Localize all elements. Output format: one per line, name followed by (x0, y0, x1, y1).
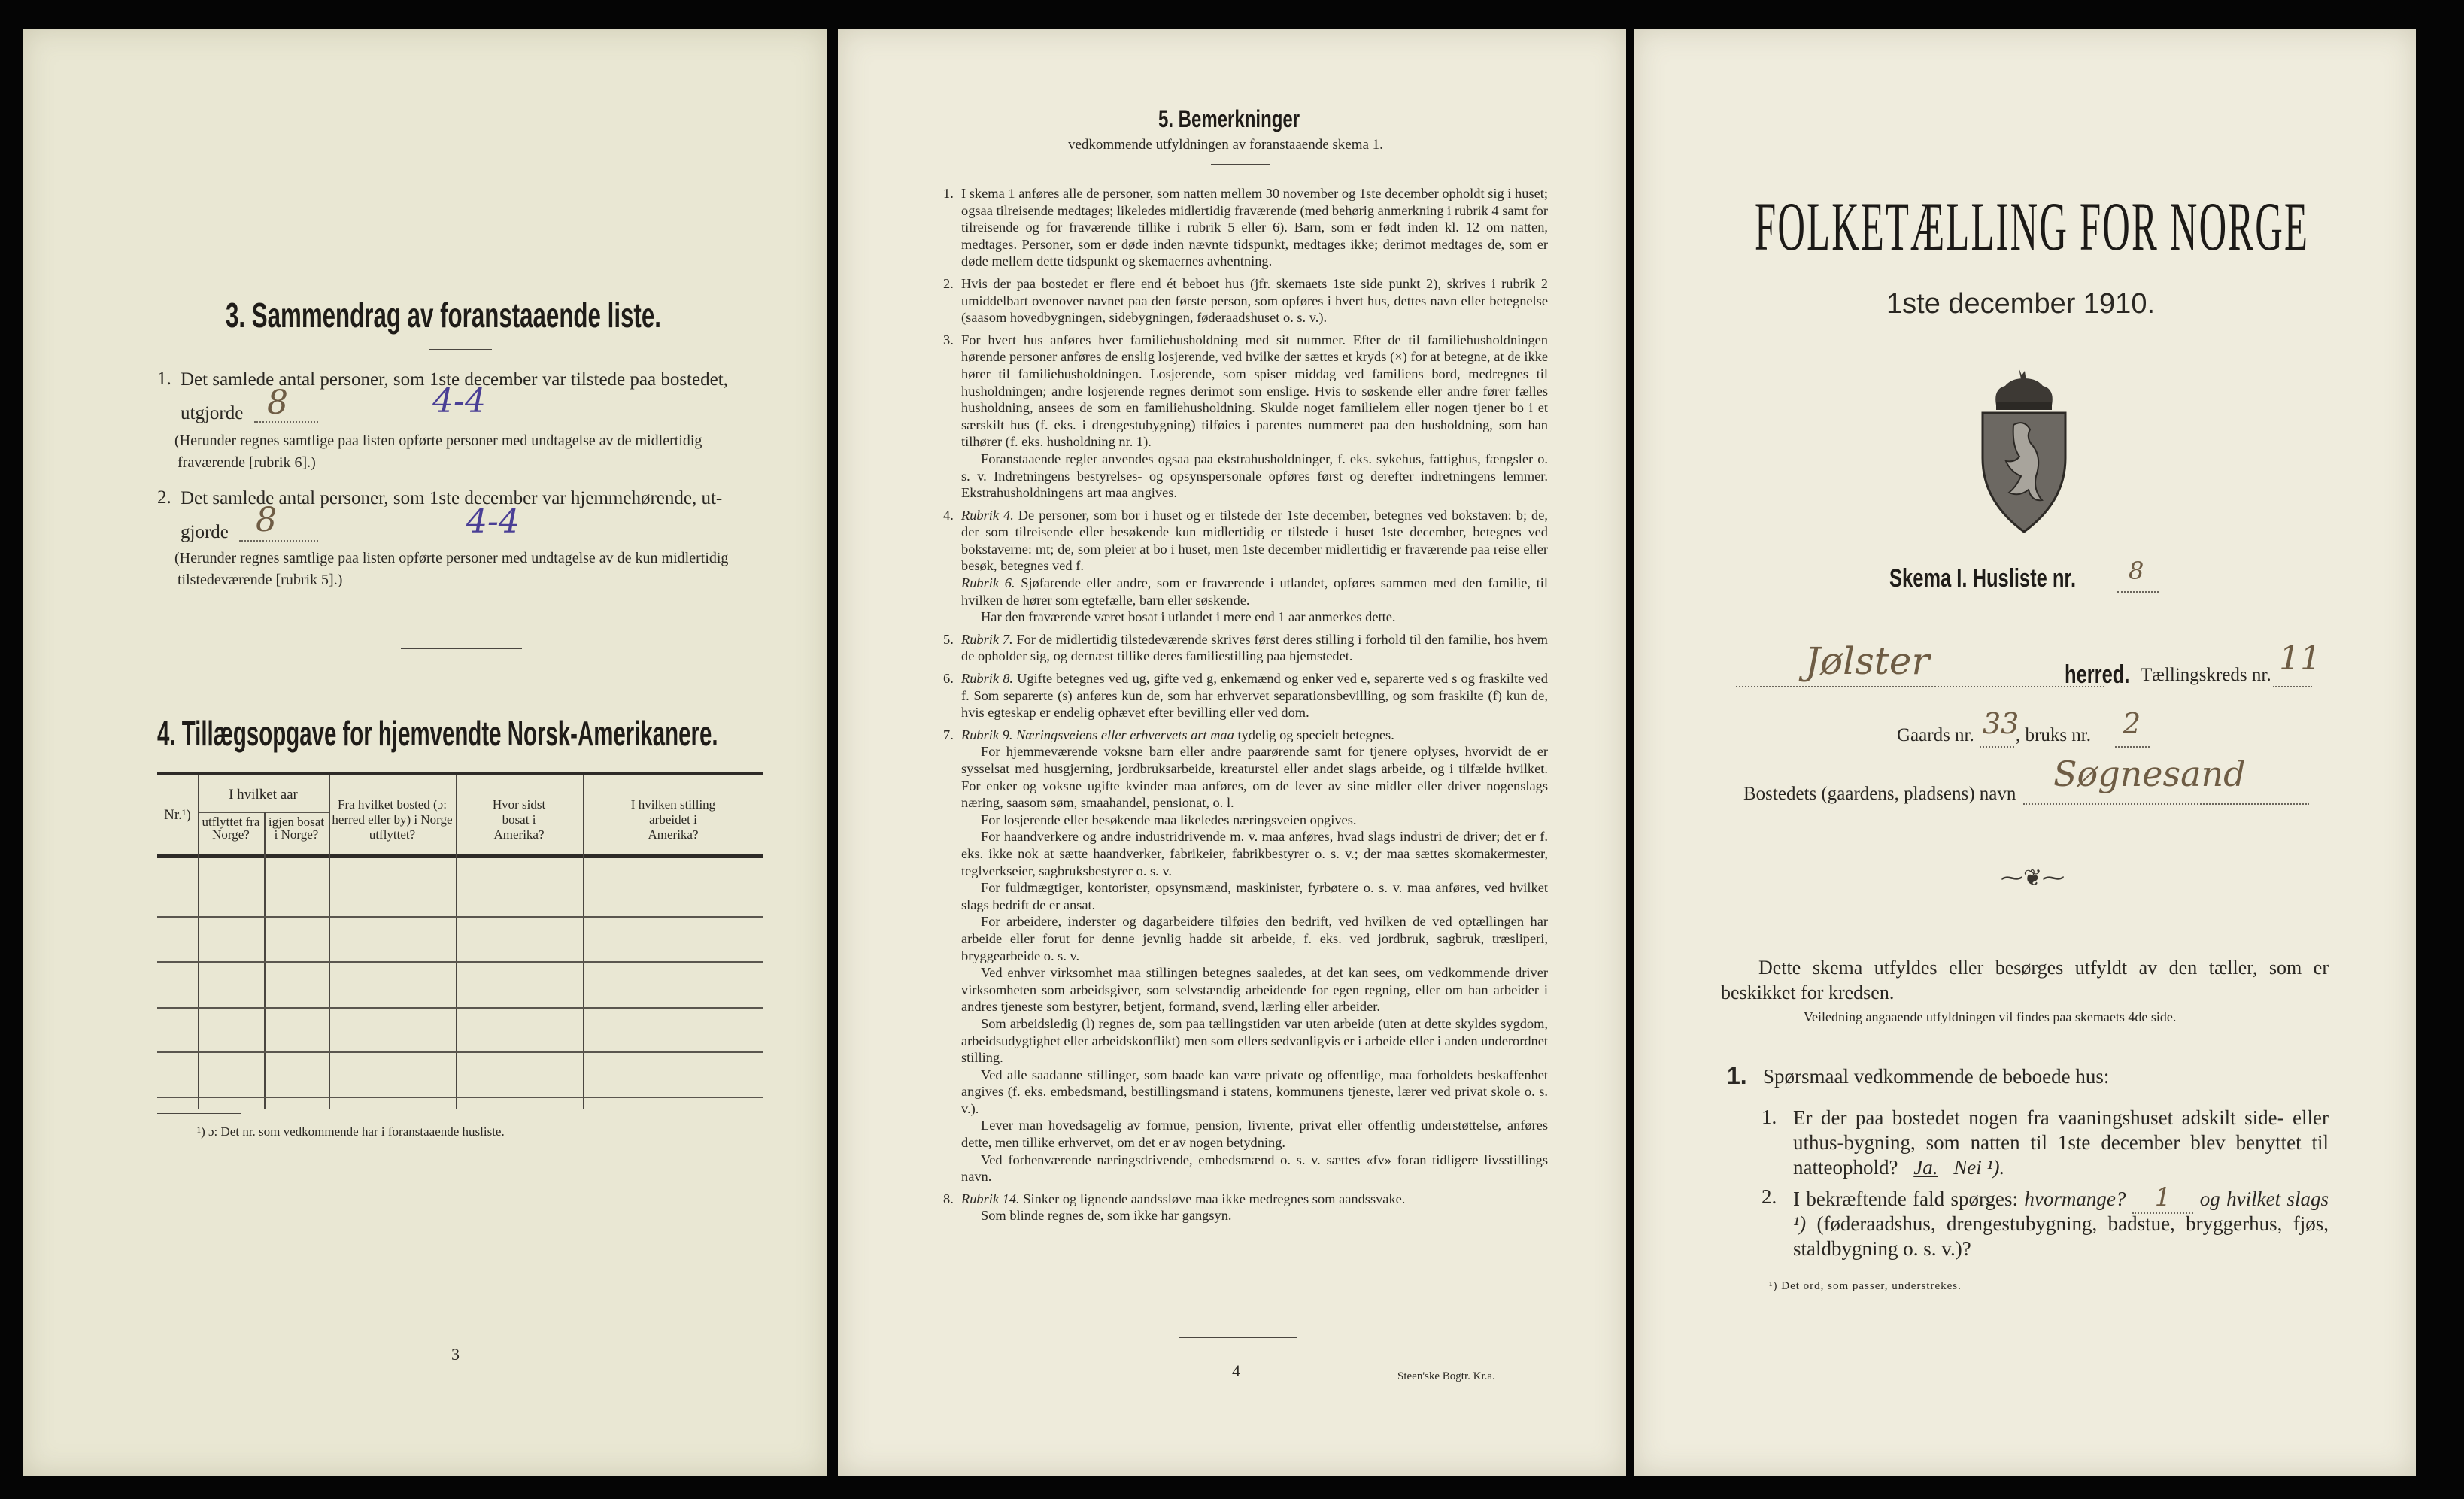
remark-number: 4. (943, 507, 954, 523)
handwritten-split-present: 4-4 (432, 382, 486, 420)
item-2-text: Det samlede antal personer, som 1ste december var hjemmehørende, ut- (181, 488, 723, 508)
remark-paragraph (961, 608, 1548, 626)
remark-number: 7. (943, 727, 954, 742)
bosted-handwritten: Søgnesand (2053, 754, 2246, 794)
question-2-text: I bekræftende fald spørges: (1793, 1188, 2019, 1210)
remark-text: De personer, som bor i huset og er tilstede der 1ste december, betegnes ved bokstaven: b; de, der som tilreisende eller besøkende kun midlertidig er tilstede i huset 1ste december, betegnes ved bokstaverne: mt; de, som pleier at bo i huset, men 1ste december midlertidig er fraværende paa reise eller besøk, betegnes ved f. (961, 507, 1548, 574)
remark-text: I skema 1 anføres alle de personer, som natten mellem 30 november og 1ste december opholdt sig i huset; ogsaa tilreisende medtages; likeledes midlertidig fraværende (med behørig anmerkning i rubrik 4 samt for tilreisende og for fraværende tillike i rubrik 5 eller 6). Barn, som er født inden kl. 12 om natten, medtages. Personer, som er døde inden nævnte tidspunkt, medtages ikke; derimot medtages de, som er døde mellem dette tidspunkt og skemaernes avhentning. (961, 186, 1548, 269)
remark-paragraph (961, 1191, 1548, 1208)
fill-line (1980, 746, 2014, 748)
item-2-note: (Herunder regnes samtlige paa listen opførte personer med undtagelse av de kun midlertidig tilstedeværende [rubrik 5].) (174, 550, 729, 588)
question-section-title: Spørsmaal vedkommende de beboede hus: (1763, 1065, 2110, 1088)
rubrik-label: Rubrik 14. (961, 1191, 1020, 1206)
remark-paragraph (961, 1152, 1548, 1185)
ornament-icon: ⁓❦⁓ (2001, 866, 2065, 891)
remark-text: Som blinde regnes de, som ikke har gangsyn. (981, 1208, 1232, 1224)
item-number: 1. (157, 369, 171, 389)
remark-paragraph (961, 964, 1548, 1015)
skema-label: Skema I. Husliste nr. (1889, 564, 2077, 593)
remark-paragraph (961, 879, 1548, 913)
census-title: FOLKETÆLLING FOR NORGE (1755, 188, 2310, 265)
remark-item (943, 332, 1548, 502)
which-kind-label: og hvilket slags ¹) (1793, 1188, 2329, 1235)
rubrik-label: Rubrik 4. (961, 507, 1014, 523)
remark-text: Har den fraværende været bosat i utlandet i mere end 1 aar anmerkes dette. (981, 609, 1396, 625)
remark-text: Sinker og lignende aandssløve maa ikke medregnes som aandssvake. (1023, 1191, 1406, 1206)
fill-line (2273, 686, 2312, 687)
building-examples: (føderaadshus, drengestubygning, badstue, bryggerhus, fjøs, staldbygning o. s. v.)? (1793, 1212, 2329, 1260)
remark-text: tydelig og specielt betegnes. (1237, 727, 1394, 742)
footnote: ¹) Det ord, som passer, understrekes. (1769, 1280, 1962, 1292)
remark-text: Som arbeidsledig (l) regnes de, som paa tællingstiden var uten arbeide (uten at dette skyldes sygdom, arbeidsudygtighet eller arbeidskonflikt) men som ellers sedvanligvis er i arbeide eller i anden underordnet stilling. (961, 1015, 1548, 1066)
remark-paragraph (961, 828, 1548, 879)
col-header-last-residence: Hvor sidst bosat i Amerika? (492, 797, 546, 842)
remark-paragraph (961, 631, 1548, 665)
divider (429, 349, 492, 350)
remark-text: Hvis der paa bostedet er flere end ét beboet hus (jfr. skemaets 1ste side punkt 2), skrives i rubrik 2 umiddelbart ovenover navnet paa den første person, som opføres i hvert hus, dettes navn eller betegnelse (saasom hovedbygningen, sidebygningen, føderaadshuset o. s. v.). (961, 275, 1548, 326)
remark-paragraph (961, 185, 1548, 270)
divider (1211, 164, 1270, 165)
remark-paragraph (961, 743, 1548, 811)
remark-paragraph (961, 451, 1548, 502)
krets-number-handwritten: 11 (2279, 639, 2321, 678)
question-number: 2. (1762, 1185, 1777, 1208)
remark-number: 3. (943, 332, 954, 347)
census-heading (1755, 187, 2464, 266)
footnote: ¹) ɔ: Det nr. som vedkommende har i foranstaaende husliste. (197, 1124, 505, 1139)
col-header-returned: igjen bosat i Norge? (268, 815, 325, 842)
handwritten-total-resident: 8 (256, 501, 277, 539)
fill-line (1736, 686, 2104, 687)
remarks-title: 5. Bemerkninger (1158, 105, 1300, 132)
remark-text: For hjemmeværende voksne barn eller andre paarørende samt for tjenere oplyses, hvorvidt de er sysselsat med husgjerning, jordbruksarbeide, kreaturstel eller andet slags arbeide, og i tilfælde hvilket. For enker og voksne ugifte kvinder maa anføres, om de lever av sine midler eller driver nogenslags næring, saasom søm, smaahandel, pensionat, o. l. (961, 744, 1548, 811)
fill-line (239, 540, 318, 542)
section-3-title: 3. Sammendrag av foranstaaende liste. (226, 296, 661, 335)
section-4-title: 4. Tillægsopgave for hjemvendte Norsk-Amerikanere. (157, 714, 718, 753)
remark-text: Ugifte betegnes ved ug, gifte ved g, enkemænd og enker ved e, separerte ved s og fraskilte ved f. Som separerte (s) anføres kun de, som har erhvervet separationsbevilling, og som fraskilte (f) kun de, hvis egteskap er endelig ophævet efter bevilling eller ved dom. (961, 671, 1548, 721)
page-number: 3 (451, 1345, 460, 1364)
remark-number: 5. (943, 631, 954, 647)
question-1-text: Er der paa bostedet nogen fra vaaningshuset adskilt side- eller uthus-bygning, som natten til 1ste december blev benyttet til natteophold? (1793, 1106, 2329, 1179)
remark-text: For de midlertidig tilstedeværende skrives først deres stilling i forhold til den familie, hos hvem de opholder sig, og dernæst tillike deres familiestilling paa hjemstedet. (961, 631, 1548, 664)
skema-heading (1889, 564, 2138, 593)
remark-text: For losjerende eller besøkende maa likeledes næringsveien opgives. (981, 812, 1357, 827)
remark-text: Sjøfarende eller andre, som er fraværende i utlandet, opføres sammen med den familie, til hvilken de hører som egtefælle, barn eller søskende. (961, 575, 1548, 608)
col-header-from-where: Fra hvilket bosted (ɔ: herred eller by) i Norge utflyttet? (332, 797, 453, 842)
rubrik-label: Rubrik 7. (961, 631, 1013, 647)
page-number: 4 (1232, 1361, 1240, 1380)
remark-paragraph (961, 575, 1548, 608)
remark-item (943, 631, 1548, 665)
bruks-number-handwritten: 2 (2123, 707, 2141, 740)
bosted-label: Bostedets (gaardens, pladsens) navn (1743, 784, 2016, 804)
col-group-header-year: I hvilket aar (229, 787, 298, 803)
rubrik-label: Rubrik 8. (961, 671, 1013, 687)
item-number: 2. (157, 487, 171, 508)
remark-text: For hvert hus anføres hver familiehusholdning med sit nummer. Efter de til familiehusholdningen hørende personer anføres de enslig losjerende, ved hvilke der sættes et kryds (×) for at betegne, at de ikke hører til familiehusholdningen. Losjerende, som spiser middag ved familiens bord, medregnes til husholdningen; andre losjerende regnes derimot som enslige. Hvis to søskende eller andre fører fælles husholdning, ansees de som en familiehusholdning. Skulde noget familielem eller nogen tjener bo i et særskilt hus (f. eks. i drengestubygning) tilføies i parentes nummeret paa den husholdning, som han tilhører (f. eks. husholdning nr. 1). (961, 332, 1548, 450)
remark-text: Lever man hovedsagelig av formue, pension, livrente, privat eller offentlig understøttelse, anføres dette, men tillike erhvervet, om det er av nogen betydning. (961, 1118, 1548, 1151)
remark-paragraph (961, 1067, 1548, 1118)
herred-label: herred. (2065, 660, 2130, 689)
fill-line (2023, 803, 2309, 805)
remark-paragraph (961, 507, 1548, 575)
remark-paragraph (961, 1015, 1548, 1067)
section-3-heading (226, 295, 866, 335)
handwritten-split-resident: 4-4 (466, 502, 520, 541)
utgjorde-label: utgjorde (181, 403, 244, 423)
question-1 (1793, 1106, 2329, 1180)
col-header-emigrated: utflyttet fra Norge? (202, 815, 260, 842)
remark-item (943, 507, 1548, 626)
remark-number: 6. (943, 671, 954, 687)
coat-of-arms-icon (1980, 366, 2068, 533)
remark-paragraph (961, 812, 1548, 829)
answer-no: Nei ¹). (1953, 1156, 2005, 1179)
remark-text: Ved enhver virksomhet maa stillingen betegnes saaledes, at det kan sees, om vedkommende driver virksomheten som arbeidsgiver, som selvstændig arbeidende for egen regning, eller om han arbeider i andres tjeneste som bestyrer, betjent, formand, svend, lærling eller arbeider. (961, 965, 1548, 1015)
how-many-handwritten: 1 (2132, 1182, 2194, 1214)
fill-line (2115, 746, 2150, 748)
census-date: 1ste december 1910. (1886, 288, 2156, 320)
remark-item (943, 185, 1548, 270)
herred-heading (2065, 660, 2151, 690)
krets-label: Tællingskreds nr. (2141, 665, 2271, 685)
question-2 (1793, 1182, 2329, 1261)
remark-text: For arbeidere, inderster og dagarbeidere tilføies den bedrift, ved hvilken de ved optællingen har arbeide eller forut for denne jevnlig hadde sit arbeide, f. eks. ved jordbruk, sagbruk, træsliperi, bryggearbeide o. s. v. (961, 914, 1548, 963)
guidance-text: Veiledning angaaende utfyldningen vil findes paa skemaets 4de side. (1804, 1009, 2177, 1024)
remark-text: Ved forhenværende næringsdrivende, embedsmænd o. s. v. sættes «fv» foran tidligere livsstillings navn. (961, 1152, 1548, 1185)
remarks-heading (1158, 105, 1347, 133)
handwritten-total-present: 8 (267, 384, 288, 422)
divider (401, 648, 522, 649)
gaards-number-handwritten: 33 (1983, 707, 2019, 740)
husliste-number-handwritten: 8 (2129, 557, 2144, 585)
question-section-number: 1. (1727, 1062, 1747, 1089)
remark-paragraph (961, 332, 1548, 451)
divider (1179, 1337, 1297, 1340)
gaards-label: Gaards nr. (1897, 725, 1974, 745)
rubrik-label: Rubrik 9. Næringsveiens eller erhvervets art maa (961, 727, 1234, 742)
remark-text: For haandverkere og andre industridrivende m. v. maa anføres, hvad slags industri de driver; det er f. eks. ikke nok at sætte haandverker, fabrikeier, fabrikbestyrer o. s. v.; der maa sættes skomakermester, teglverkseier, sagbruksbestyrer o. s. v. (961, 829, 1548, 878)
remark-item (943, 1191, 1548, 1224)
remark-text: Ved alle saadanne stillinger, som baade kan være private og offentlige, maa forholdets beskaffenhet angives (f. eks. embedsmand, bestillingsmand i statens, kommunens tjeneste, lærer ved privat skole o. s. v.). (961, 1067, 1548, 1116)
remark-text: Foranstaaende regler anvendes ogsaa paa ekstrahusholdninger, f. eks. sykehus, fattighus, fængsler o. s. v. Indretningens bestyrelses- og opsynspersonale opføres først og derefter indretningens lemmer. Ekstrahusholdningens art maa angives. (961, 451, 1548, 501)
remarks-list (943, 185, 1548, 1230)
col-header-nr: Nr.¹) (164, 807, 191, 823)
answer-yes-underlined: Ja. (1913, 1156, 1938, 1179)
remark-paragraph (961, 1207, 1548, 1224)
item-1-note: (Herunder regnes samtlige paa listen opførte personer med undtagelse av de midlertidig fraværende [rubrik 6].) (174, 432, 702, 471)
rubrik-label: Rubrik 6. (961, 575, 1015, 591)
remark-paragraph (961, 727, 1548, 744)
herred-handwritten: Jølster (1805, 639, 1930, 683)
intro-text: Dette skema utfyldes eller besørges utfyldt av den tæller, som er beskikket for kredsen. (1721, 957, 2329, 1003)
bruks-label: , bruks nr. (2016, 725, 2091, 745)
printer-imprint: Steen'ske Bogtr. Kr.a. (1397, 1370, 1495, 1382)
remark-number: 8. (943, 1191, 954, 1206)
remark-number: 1. (943, 186, 954, 201)
remark-item (943, 670, 1548, 721)
remark-number: 2. (943, 275, 954, 291)
remark-paragraph (961, 913, 1548, 964)
how-many-label: hvormange? (2024, 1188, 2126, 1210)
col-header-occupation: I hvilken stilling arbeidet i Amerika? (630, 797, 716, 842)
remark-paragraph (961, 670, 1548, 721)
remark-item (943, 727, 1548, 1185)
footnote-rule (157, 1113, 241, 1114)
item-1-text: Det samlede antal personer, som 1ste december var tilstede paa bostedet, (181, 369, 728, 390)
fill-line (2117, 591, 2159, 593)
remarks-subtitle: vedkommende utfyldningen av foranstaaende skema 1. (1068, 137, 1383, 153)
remark-text: For fuldmægtiger, kontorister, opsynsmænd, maskinister, fyrbøtere o. s. v. maa anføres, ved hvilket slags bedrift de er ansat. (961, 880, 1548, 912)
question-number: 1. (1762, 1106, 1777, 1128)
remark-item (943, 275, 1548, 326)
remark-paragraph (961, 1117, 1548, 1151)
gjorde-label: gjorde (181, 522, 229, 542)
remark-paragraph (961, 275, 1548, 326)
